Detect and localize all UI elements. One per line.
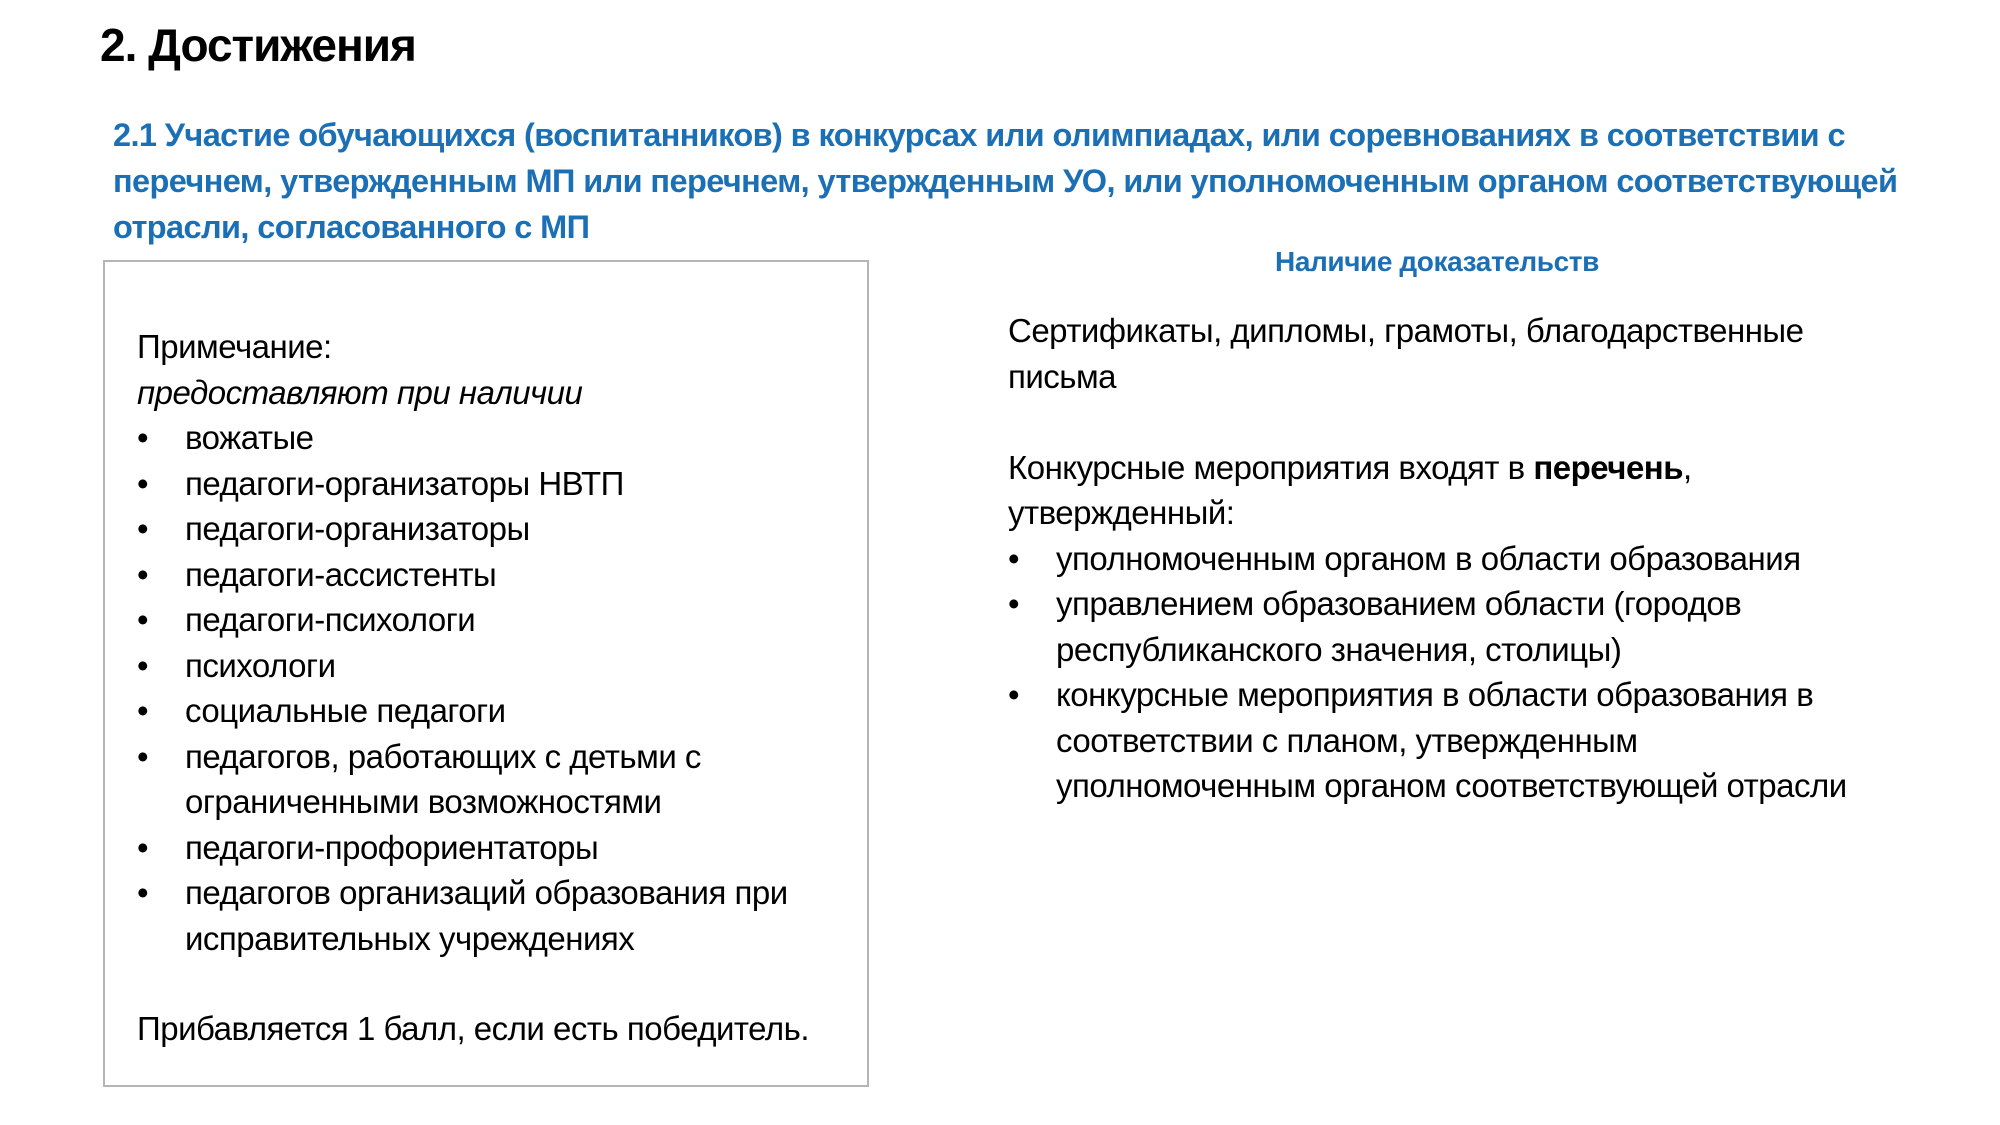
note-footer: Прибавляется 1 балл, если есть победитель. — [137, 1010, 810, 1047]
note-list — [137, 415, 857, 961]
list-item — [137, 597, 857, 643]
note-box — [103, 260, 869, 1087]
list-item — [1008, 536, 1858, 582]
list-item-text: педагоги-организаторы — [185, 510, 530, 547]
spacer — [1008, 399, 1858, 445]
list-item-text: педагогов организаций образования при исправительных учреждениях — [185, 874, 788, 957]
list-item-text: социальные педагоги — [185, 692, 506, 729]
bullet-icon: • — [137, 737, 149, 775]
list-item-text: психологи — [185, 646, 336, 684]
note-italic-line: предоставляют при наличии — [137, 373, 583, 411]
bullet-icon: • — [1008, 539, 1020, 577]
list-item — [137, 552, 857, 598]
list-intro-tail: , утвержденный: — [1008, 448, 1692, 531]
list-item-text: педагоги-профориентаторы — [185, 828, 599, 866]
list-item — [1008, 672, 1858, 809]
bullet-icon: • — [1008, 676, 1020, 713]
bullet-icon: • — [137, 646, 149, 684]
bullet-icon: • — [137, 601, 149, 638]
bullet-icon: • — [137, 555, 149, 593]
bullet-icon: • — [1008, 585, 1020, 622]
evidence-heading: Наличие доказательств — [1275, 246, 1599, 277]
list-item-text: вожатые — [185, 419, 314, 456]
list-item — [137, 643, 857, 689]
section-subtitle: 2.1 Участие обучающихся (воспитанников) в конкурсах или олимпиадах, или соревнованиях в соответствии с перечнем, утвержденным МП или перечнем, утвержденным УО, или уполномоченным органом соответствующей отрасли, согласованного с МП — [113, 117, 1898, 245]
evidence-list — [1008, 536, 1858, 809]
list-item-text: педагоги-психологи — [185, 601, 476, 638]
bullet-icon: • — [137, 419, 149, 456]
list-item — [137, 870, 857, 961]
evidence-list-intro — [1008, 445, 1858, 536]
bullet-icon: • — [137, 874, 149, 911]
list-item — [1008, 581, 1858, 672]
list-item — [137, 825, 857, 871]
list-item — [137, 461, 857, 507]
list-item-text: педагоги-организаторы НВТП — [185, 464, 624, 502]
bullet-icon: • — [137, 692, 149, 729]
note-content — [137, 324, 857, 1052]
list-item — [137, 688, 857, 734]
list-intro-text: Конкурсные мероприятия входят в — [1008, 448, 1534, 486]
list-item — [137, 415, 857, 461]
list-item-text: конкурсные мероприятия в области образования в соответствии с планом, утвержденным уполномоченным органом соответствующей отрасли — [1056, 676, 1847, 804]
list-item — [137, 734, 857, 825]
list-item — [137, 506, 857, 552]
note-label: Примечание: — [137, 328, 332, 365]
bullet-icon: • — [137, 510, 149, 547]
list-intro-bold: перечень — [1533, 448, 1684, 486]
list-item-text: уполномоченным органом в области образования — [1056, 539, 1801, 577]
list-item-text: педагогов, работающих с детьми с ограниченными возможностями — [185, 737, 701, 820]
list-item-text: управлением образованием области (городов республиканского значения, столицы) — [1056, 585, 1742, 668]
bullet-icon: • — [137, 464, 149, 502]
page-title: 2. Достижения — [100, 19, 416, 71]
evidence-documents: Сертификаты, дипломы, грамоты, благодарственные письма — [1008, 312, 1804, 395]
list-item-text: педагоги-ассистенты — [185, 555, 497, 593]
evidence-body — [1008, 308, 1858, 809]
bullet-icon: • — [137, 828, 149, 866]
